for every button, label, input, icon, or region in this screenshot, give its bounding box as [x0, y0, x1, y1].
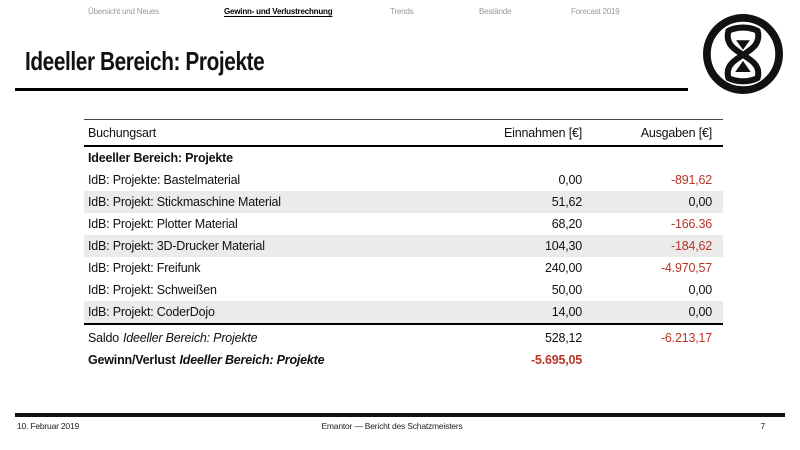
einnahmen-value: 50,00	[551, 283, 582, 297]
gewinn-verlust-value: -5.695,05	[530, 353, 582, 367]
nav-tab-bestaende[interactable]: Bestände	[479, 7, 512, 16]
footer-rule	[15, 413, 785, 417]
footer-page-number: 7	[760, 421, 765, 431]
saldo-ausgaben-value: -6.213,17	[660, 331, 712, 345]
nav-tab-uebersicht-und-neues[interactable]: Übersicht und Neues	[88, 7, 159, 16]
einnahmen-value: 68,20	[551, 217, 582, 231]
einnahmen-value: 240,00	[544, 261, 582, 275]
nav-tab-trends[interactable]: Trends	[390, 7, 414, 16]
saldo-row	[84, 327, 723, 349]
row-label: IdB: Projekt: Schweißen	[88, 283, 217, 297]
nav-tab-forecast-2019[interactable]: Forecast 2019	[571, 7, 620, 16]
page-title: Ideeller Bereich: Projekte	[25, 46, 265, 76]
table-row	[84, 191, 723, 213]
ausgaben-value: -4.970,57	[660, 261, 712, 275]
nav-tab-gewinn-und-verlustrechnung[interactable]: Gewinn- und Verlustrechnung	[224, 7, 333, 16]
ausgaben-value: -166.36	[671, 217, 712, 231]
row-label: IdB: Projekt: 3D-Drucker Material	[88, 239, 265, 253]
column-header-einnahmen: Einnahmen [€]	[503, 125, 582, 140]
table-row	[84, 301, 723, 323]
table-row	[84, 235, 723, 257]
table-row-group-header	[84, 147, 723, 169]
title-rule	[15, 88, 688, 91]
einnahmen-value: 0,00	[558, 173, 582, 187]
column-header-ausgaben: Ausgaben [€]	[640, 125, 712, 140]
column-header-buchungsart: Buchungsart	[88, 125, 156, 140]
row-label: IdB: Projekt: Plotter Material	[88, 217, 238, 231]
ausgaben-value: -891,62	[671, 173, 712, 187]
table-row	[84, 257, 723, 279]
einnahmen-value: 104,30	[544, 239, 582, 253]
saldo-einnahmen-value: 528,12	[544, 331, 582, 345]
footer-author-title: Emantor — Bericht des Schatzmeisters	[321, 421, 463, 431]
footer	[17, 421, 785, 431]
hourglass-in-circle-icon	[700, 11, 786, 97]
table-row	[84, 213, 723, 235]
row-label: IdB: Projekt: Stickmaschine Material	[88, 195, 281, 209]
ausgaben-value: 0,00	[688, 305, 712, 319]
table-row	[84, 169, 723, 191]
account-table	[84, 119, 723, 371]
row-label: IdB: Projekt: CoderDojo	[88, 305, 215, 319]
row-label: Ideeller Bereich: Projekte	[88, 151, 233, 165]
einnahmen-value: 14,00	[551, 305, 582, 319]
einnahmen-value: 51,62	[551, 195, 582, 209]
table-header-row	[84, 120, 723, 145]
row-label: IdB: Projekt: Freifunk	[88, 261, 201, 275]
ausgaben-value: 0,00	[688, 283, 712, 297]
gewinn-verlust-label: Gewinn/Verlust Ideeller Bereich: Projekte	[88, 353, 325, 367]
saldo-label: Saldo Ideeller Bereich: Projekte	[88, 331, 258, 345]
ausgaben-value: 0,00	[688, 195, 712, 209]
table-row	[84, 279, 723, 301]
ausgaben-value: -184,62	[671, 239, 712, 253]
footer-date: 10. Februar 2019	[17, 421, 80, 431]
row-label: IdB: Projekte: Bastelmaterial	[88, 173, 240, 187]
gewinn-verlust-row	[84, 349, 723, 371]
